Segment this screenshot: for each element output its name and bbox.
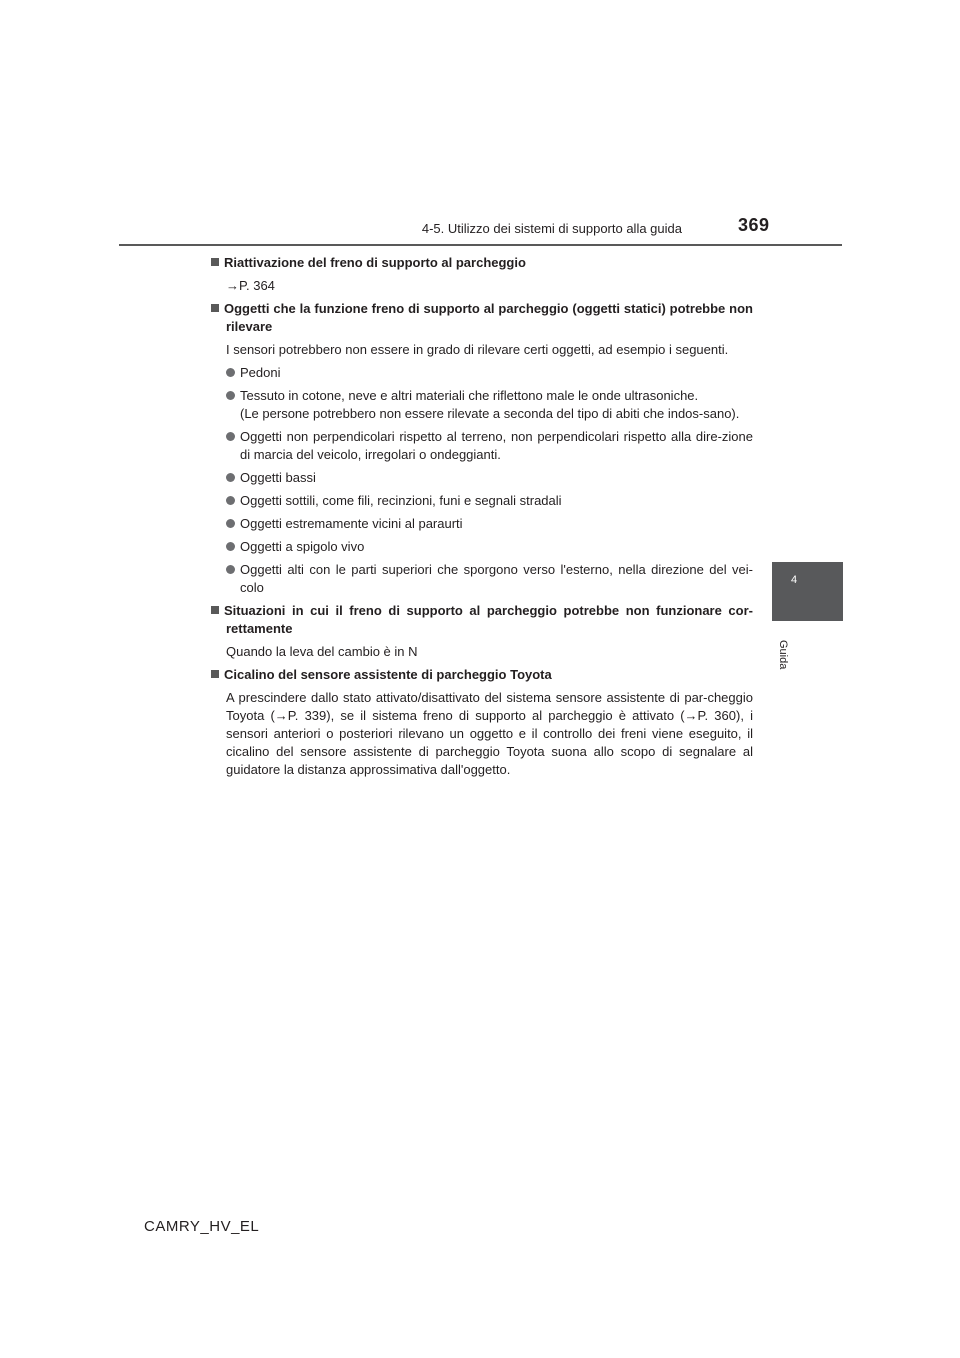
section-paragraph: I sensori potrebbero non essere in grado di rilevare certi oggetti, ad esempio i seguenti. <box>226 342 729 357</box>
header-divider <box>119 244 842 246</box>
circle-bullet-icon <box>226 391 235 400</box>
section-heading: Cicalino del sensore assistente di parcheggio Toyota <box>211 666 753 684</box>
page-content <box>211 254 753 784</box>
list-item: Oggetti estremamente vicini al paraurti <box>211 515 753 533</box>
list-item: Oggetti a spigolo vivo <box>211 538 753 556</box>
list-item: Oggetti non perpendicolari rispetto al terreno, non perpendicolari rispetto alla dire-zione di marcia del veicolo, irregolari o ondeggianti. <box>211 428 753 464</box>
circle-bullet-icon <box>226 496 235 505</box>
circle-bullet-icon <box>226 473 235 482</box>
section-paragraph: Quando la leva del cambio è in N <box>226 644 418 659</box>
list-item: Oggetti alti con le parti superiori che sporgono verso l'esterno, nella direzione del vei-colo <box>211 561 753 597</box>
list-item-note: (Le persone potrebbero non essere rilevate a seconda del tipo di abiti che indos-sano). <box>240 406 740 421</box>
circle-bullet-icon <box>226 368 235 377</box>
chapter-number: 4 <box>791 574 798 586</box>
circle-bullet-icon <box>226 542 235 551</box>
chapter-tab <box>772 562 843 621</box>
page-number: 369 <box>738 215 770 235</box>
circle-bullet-icon <box>226 519 235 528</box>
circle-bullet-icon <box>226 565 235 574</box>
list-item: Oggetti bassi <box>211 469 753 487</box>
section-heading: Riattivazione del freno di supporto al parcheggio <box>211 254 753 272</box>
square-bullet-icon <box>211 258 219 266</box>
section-heading: Situazioni in cui il freno di supporto al parcheggio potrebbe non funzionare cor-rettamente <box>211 602 753 638</box>
list-item: Pedoni <box>211 364 753 382</box>
circle-bullet-icon <box>226 432 235 441</box>
list-item: Tessuto in cotone, neve e altri materiali che riflettono male le onde ultrasoniche. (Le persone potrebbero non essere rilevate a seconda del tipo di abiti che indos-sano). <box>211 387 753 423</box>
list-item: Oggetti sottili, come fili, recinzioni, funi e segnali stradali <box>211 492 753 510</box>
section-paragraph: →P. 364 <box>226 278 275 293</box>
section-paragraph: A prescindere dallo stato attivato/disattivato del sistema sensore assistente di par-cheggio Toyota (→P. 339), se il sistema freno di supporto al parcheggio è attivato (→P. 360), i sensori anteriori o posteriori rilevano un oggetto e il controllo dei freni viene eseguito, il cicalino del sensore assistente di parcheggio Toyota suona allo scopo di segnalare al guidatore la distanza approssimativa dall'oggetto. <box>226 690 753 777</box>
chapter-label-text: Guida <box>777 640 789 670</box>
document-code: CAMRY_HV_EL <box>144 1218 260 1235</box>
square-bullet-icon <box>211 670 219 678</box>
section-title: 4-5. Utilizzo dei sistemi di supporto alla guida <box>421 221 682 236</box>
chapter-label <box>777 640 821 680</box>
square-bullet-icon <box>211 304 219 312</box>
section-heading: Oggetti che la funzione freno di supporto al parcheggio (oggetti statici) potrebbe non rilevare <box>211 300 753 336</box>
square-bullet-icon <box>211 606 219 614</box>
